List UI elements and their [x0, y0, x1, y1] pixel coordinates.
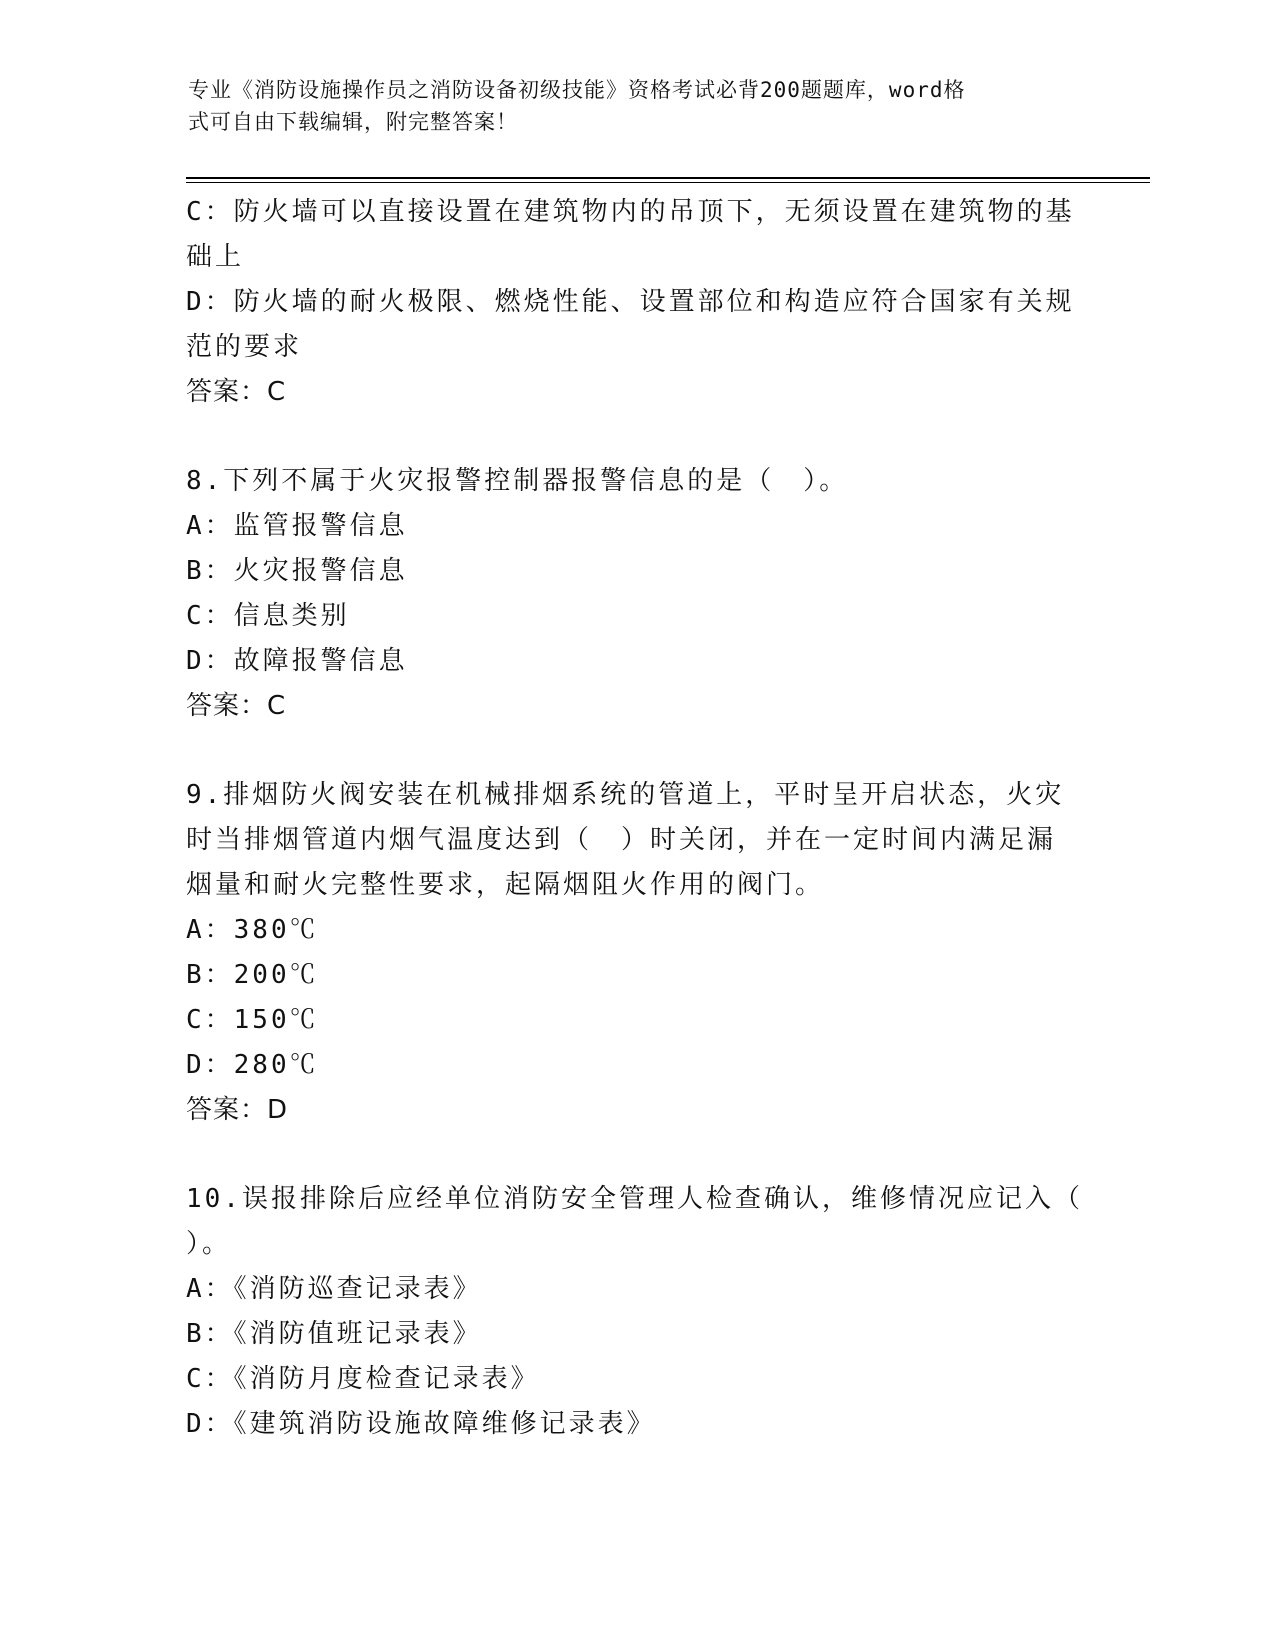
question-stem-line-2: ）。: [186, 1229, 232, 1259]
question-10: [186, 1177, 1086, 1447]
option-d-line-2: 范的要求: [186, 332, 303, 362]
question-7: [186, 190, 1086, 415]
option-d: D：280℃: [186, 1050, 319, 1080]
header-line-2: 式可自由下载编辑，附完整答案！: [188, 110, 518, 134]
option-b: B：《消防值班记录表》: [186, 1319, 482, 1349]
option-a: A：380℃: [186, 915, 319, 945]
option-d-line-1: D：防火墙的耐火极限、燃烧性能、设置部位和构造应符合国家有关规: [186, 287, 1075, 317]
header-line-1: 专业《消防设施操作员之消防设备初级技能》资格考试必背200题题库，word格: [188, 78, 966, 102]
option-c-line-2: 础上: [186, 242, 245, 272]
question-9: [186, 773, 1086, 1133]
spacer: [186, 1133, 1086, 1177]
option-d: D：《建筑消防设施故障维修记录表》: [186, 1409, 656, 1439]
question-stem: 8.下列不属于火灾报警控制器报警信息的是（ ）。: [186, 466, 849, 496]
header-divider-thick: [186, 177, 1150, 179]
option-b: B：火灾报警信息: [186, 556, 408, 586]
option-c-line-1: C：防火墙可以直接设置在建筑物内的吊顶下，无须设置在建筑物的基: [186, 197, 1075, 227]
option-c: C：信息类别: [186, 601, 350, 631]
option-a: A：《消防巡查记录表》: [186, 1274, 482, 1304]
spacer: [186, 415, 1086, 459]
answer: 答案：C: [186, 377, 287, 407]
header-divider-thin: [186, 182, 1150, 183]
answer: 答案：D: [186, 1095, 289, 1125]
answer: 答案：C: [186, 691, 287, 721]
document-header: [188, 74, 1068, 138]
option-c: C：150℃: [186, 1005, 319, 1035]
option-b: B：200℃: [186, 960, 319, 990]
option-a: A：监管报警信息: [186, 511, 408, 541]
option-d: D：故障报警信息: [186, 646, 408, 676]
question-stem-line-1: 9.排烟防火阀安装在机械排烟系统的管道上，平时呈开启状态，火灾: [186, 780, 1065, 810]
question-8: [186, 459, 1086, 729]
option-c: C：《消防月度检查记录表》: [186, 1364, 540, 1394]
spacer: [186, 729, 1086, 773]
question-stem-line-1: 10.误报排除后应经单位消防安全管理人检查确认，维修情况应记入（: [186, 1184, 1083, 1214]
question-list: [186, 190, 1086, 1447]
question-stem-line-3: 烟量和耐火完整性要求，起隔烟阻火作用的阀门。: [186, 870, 825, 900]
question-stem-line-2: 时当排烟管道内烟气温度达到（ ）时关闭，并在一定时间内满足漏: [186, 825, 1057, 855]
